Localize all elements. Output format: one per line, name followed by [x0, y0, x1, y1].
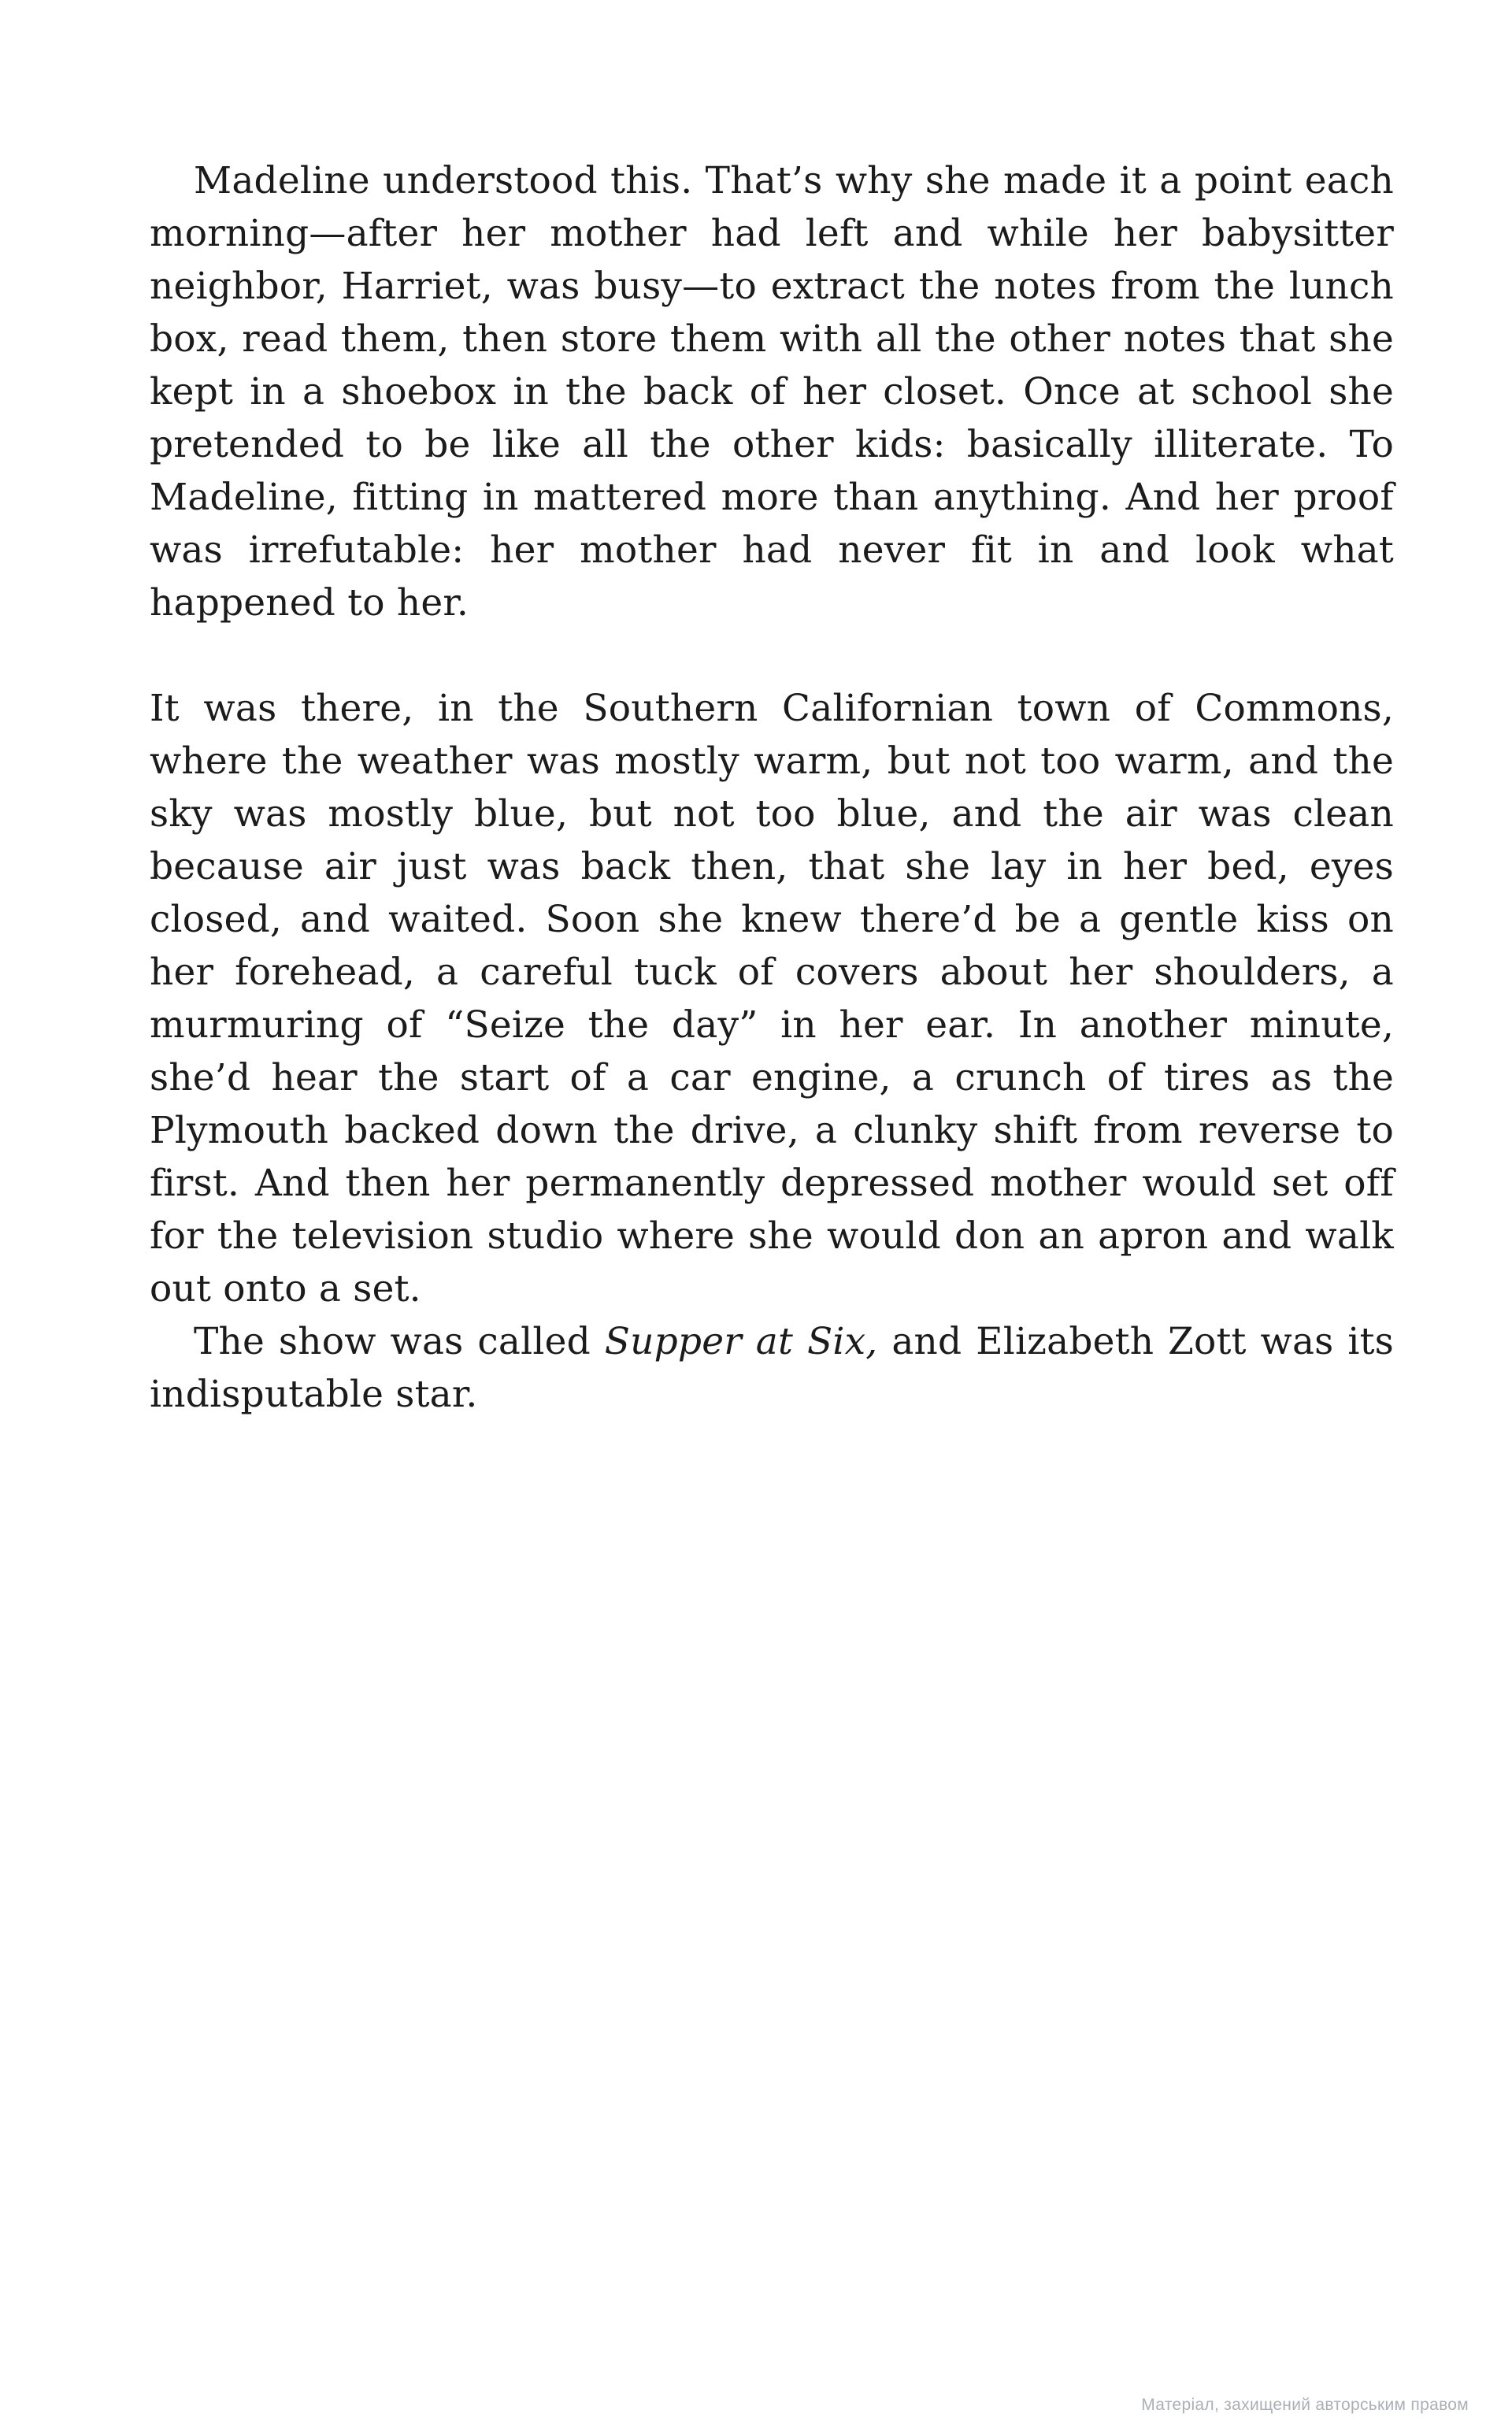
copyright-watermark: Матеріал, захищений авторським правом [1141, 2396, 1469, 2414]
text-block [150, 154, 1394, 1421]
paragraph-3-text-after: and Elizabeth Zott was its indisputable star. [150, 1320, 1395, 1416]
paragraph-2: It was there, in the Southern Californian town of Commons, where the weather was mostly warm, but not too warm, and the sky was mostly blue, but not too blue, and the air was clean because air just was back then, that she lay in her bed, eyes closed, and waited. Soon she knew there’d be a gentle kiss on her forehead, a careful tuck of covers about her shoulders, a murmuring of “Seize the day” in her ear. In another minute, she’d hear the start of a car engine, a crunch of tires as the Plymouth backed down the drive, a clunky shift from reverse to first. And then her permanently depressed mother would set off for the television studio where she would don an apron and walk out onto a set. [150, 687, 1394, 1311]
paragraph-1: Madeline understood this. That’s why she made it a point each morning—after her mother had left and while her babysitter neighbor, Harriet, was busy—to extract the notes from the lunch box, read them, then store them with all the other notes that she kept in a shoebox in the back of her closet. Once at school she pretended to be like all the other kids: basically illiterate. To Madeline, fitting in mattered more than anything. And her proof was irrefutable: her mother had never fit in and look what happened to her. [150, 159, 1394, 625]
paragraph-3-text-before: The show was called [194, 1320, 605, 1363]
book-title-italic: Supper at Six, [604, 1320, 878, 1363]
paragraph-3 [150, 1315, 1394, 1421]
